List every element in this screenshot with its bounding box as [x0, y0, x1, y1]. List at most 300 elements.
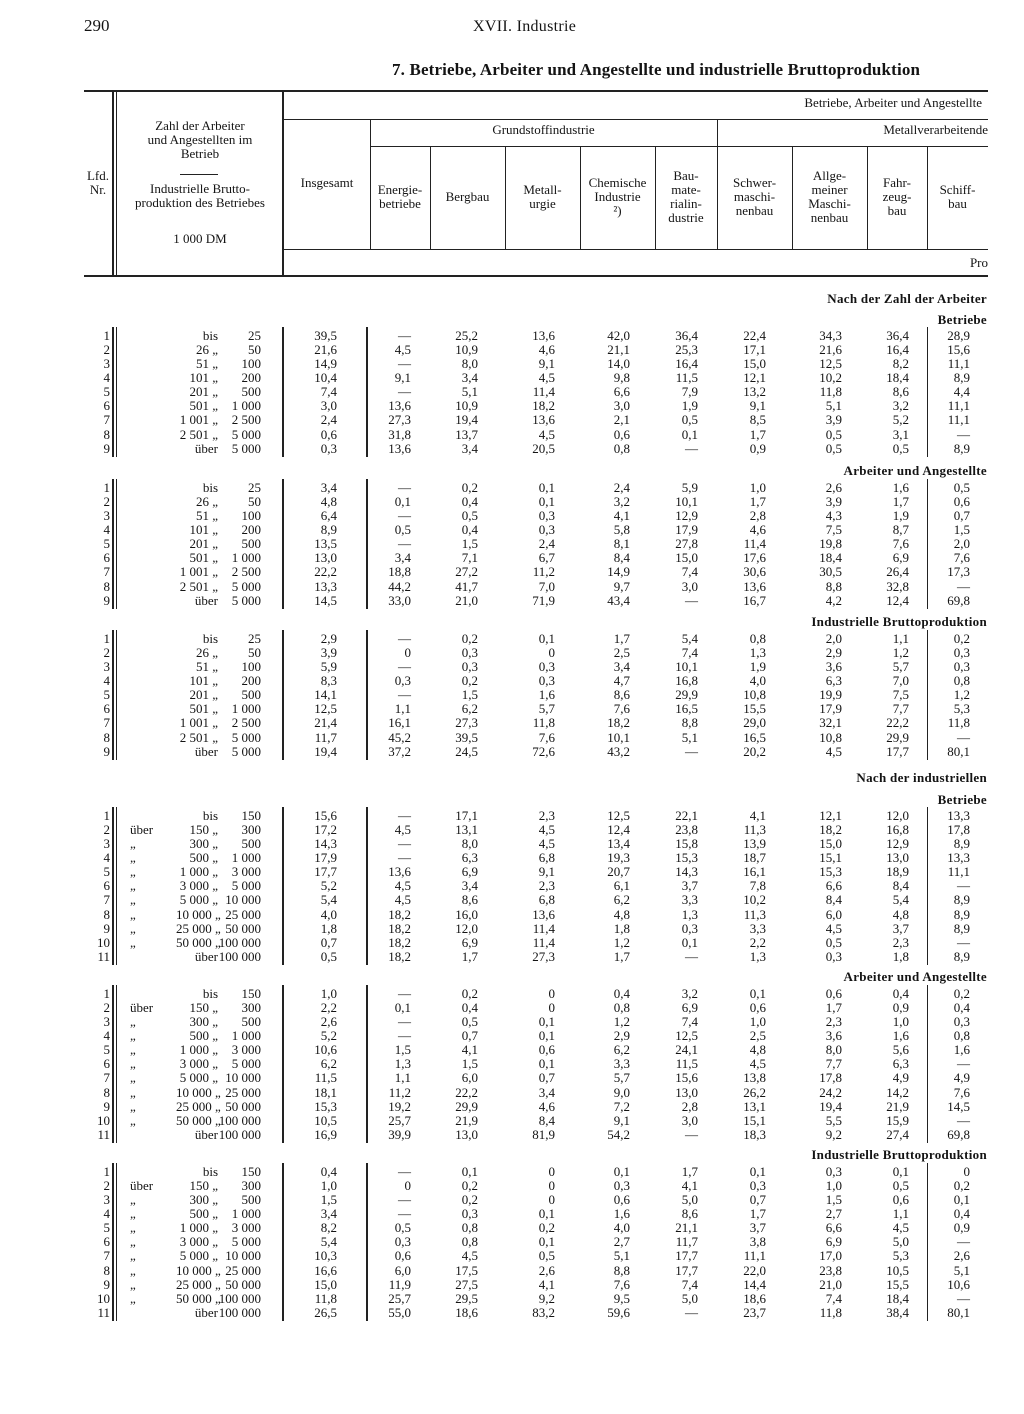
- data-cell: 8,4: [538, 1112, 555, 1128]
- table-row: [84, 688, 988, 702]
- size-class-to: 2 500: [231, 564, 261, 580]
- data-cell: 21,9: [455, 1112, 478, 1128]
- size-class-to: 500: [241, 687, 261, 703]
- data-cell: 0: [548, 1192, 555, 1208]
- data-cell: 15,0: [675, 550, 698, 566]
- data-cell: 0,1: [681, 934, 698, 950]
- data-cell: 0,5: [825, 934, 842, 950]
- data-cell: 13,0: [314, 550, 337, 566]
- data-cell: 3,4: [394, 550, 411, 566]
- data-cell: 11,8: [819, 1304, 842, 1320]
- data-cell: 8,9: [953, 370, 970, 386]
- data-cell: 22,1: [675, 808, 698, 823]
- data-cell: 18,2: [388, 948, 411, 964]
- data-cell: 0,6: [749, 1000, 766, 1016]
- size-class-prefix: „: [130, 1290, 136, 1306]
- data-cell: 5,9: [681, 480, 698, 495]
- total-header-line: Insgesamt: [300, 175, 354, 190]
- size-class-to: 5 000: [231, 426, 261, 442]
- table-row: [84, 745, 988, 759]
- data-cell: 0,9: [953, 1220, 970, 1236]
- size-class-from: 51 „: [195, 356, 218, 372]
- top-group-header: Betriebe, Arbeiter und Angestellte: [804, 95, 982, 110]
- size-class-to: 50: [248, 494, 261, 510]
- table-row: [84, 1114, 988, 1128]
- data-cell: 0,8: [749, 631, 766, 646]
- data-cell: 9,7: [613, 578, 630, 594]
- data-cell: 7,4: [681, 645, 698, 661]
- column-header-line: Metall-: [523, 182, 562, 197]
- data-cell: 15,9: [886, 1112, 909, 1128]
- data-cell: 2,6: [825, 480, 842, 495]
- data-cell: 9,1: [538, 356, 555, 372]
- data-cell: 4,3: [825, 508, 842, 524]
- column-header-line: betriebe: [379, 196, 421, 211]
- data-cell: 0,7: [538, 1070, 555, 1086]
- data-cell: 0,1: [892, 1164, 909, 1179]
- data-cell: 0,1: [538, 1014, 555, 1030]
- data-cell: 12,9: [886, 836, 909, 852]
- column-header: [867, 176, 927, 218]
- size-class-to: 50: [248, 645, 261, 661]
- gross-production-header-line: produktion des Betriebes: [135, 195, 265, 210]
- data-cell: 19,9: [819, 687, 842, 703]
- column-header-line: dustrie: [668, 210, 704, 225]
- size-class-to: 300: [241, 1178, 261, 1194]
- data-cell: 27,5: [455, 1276, 478, 1292]
- block-subheading: Betriebe: [937, 312, 987, 327]
- column-header: [430, 190, 505, 204]
- data-cell: 25,7: [388, 1290, 411, 1306]
- size-class-prefix: „: [130, 920, 136, 936]
- data-cell: 13,6: [388, 864, 411, 880]
- row-number: 5: [103, 1220, 110, 1236]
- data-cell: 13,5: [314, 536, 337, 552]
- data-cell: 9,5: [613, 1290, 630, 1306]
- size-class-to: 10 000: [225, 892, 261, 908]
- size-class-to: 2 500: [231, 412, 261, 428]
- size-class-from: 201 „: [189, 536, 218, 552]
- data-cell: 38,4: [886, 1304, 909, 1320]
- data-cell: 18,6: [455, 1304, 478, 1320]
- row-number: 3: [103, 1014, 110, 1030]
- size-class-to: 10 000: [225, 1248, 261, 1264]
- data-cell: 5,0: [681, 1290, 698, 1306]
- size-class-prefix: über: [130, 1178, 154, 1194]
- size-class-to: 150: [241, 986, 261, 1001]
- data-cell: 0,3: [320, 440, 337, 456]
- data-cell: 7,6: [538, 729, 555, 745]
- data-cell: 16,8: [886, 822, 909, 838]
- data-cell: 36,4: [675, 328, 698, 343]
- data-cell: 6,9: [681, 1000, 698, 1016]
- data-cell: 13,2: [743, 384, 766, 400]
- data-cell: 23,7: [743, 1304, 766, 1320]
- rule-vertical: [112, 90, 114, 275]
- size-class-to: 150: [241, 808, 261, 823]
- data-cell: 10,1: [607, 729, 630, 745]
- data-cell: 3,4: [538, 1084, 555, 1100]
- data-cell: 1,0: [749, 480, 766, 495]
- data-cell: 10,3: [314, 1248, 337, 1264]
- data-cell: 0,3: [461, 645, 478, 661]
- data-cell: 17,8: [819, 1070, 842, 1086]
- size-class-prefix: „: [130, 1206, 136, 1222]
- data-cell: 1,9: [892, 508, 909, 524]
- data-cell: 0,6: [953, 494, 970, 510]
- size-class-from: 1 001 „: [179, 412, 218, 428]
- size-class-from: 5 000 „: [179, 1248, 218, 1264]
- column-header-line: Allge-: [812, 168, 847, 183]
- data-cell: 13,6: [388, 398, 411, 414]
- size-class-header-line: und Angestellten im: [147, 132, 253, 147]
- row-number: 8: [103, 1262, 110, 1278]
- data-cell: 0,6: [394, 1248, 411, 1264]
- data-cell: 0,5: [825, 426, 842, 442]
- data-cell: 0,5: [461, 1014, 478, 1030]
- data-cell: 72,6: [532, 743, 555, 759]
- data-cell: 1,7: [613, 631, 630, 646]
- data-cell: 1,0: [892, 1014, 909, 1030]
- data-cell: 0,2: [953, 986, 970, 1001]
- data-cell: 0,2: [953, 631, 970, 646]
- row-number: 10: [97, 1112, 110, 1128]
- table-row: [84, 908, 988, 922]
- data-cell: 0,7: [320, 934, 337, 950]
- size-class-prefix: „: [130, 1014, 136, 1030]
- data-cell: 25,7: [388, 1112, 411, 1128]
- row-number: 4: [103, 850, 110, 866]
- data-cell: 8,5: [749, 412, 766, 428]
- data-cell: 0,4: [892, 986, 909, 1001]
- size-class-to: 50 000: [225, 1098, 261, 1114]
- data-cell: 17,7: [675, 1248, 698, 1264]
- size-class-from: bis: [202, 986, 218, 1001]
- data-cell: 0,1: [394, 494, 411, 510]
- size-class-to: 3 000: [231, 1042, 261, 1058]
- size-class-from: 300 „: [189, 836, 218, 852]
- data-cell: 21,4: [314, 715, 337, 731]
- data-cell: 15,6: [675, 1070, 698, 1086]
- data-cell: 81,9: [532, 1126, 555, 1142]
- size-class-to: 100 000: [218, 1290, 261, 1306]
- data-cell: 2,1: [613, 412, 630, 428]
- data-cell: 0,3: [825, 1164, 842, 1179]
- column-header-line: Fahr-: [883, 175, 911, 190]
- data-cell: —: [398, 850, 411, 866]
- data-cell: 0,5: [461, 508, 478, 524]
- data-cell: 4,1: [613, 508, 630, 524]
- data-cell: 7,4: [825, 1290, 842, 1306]
- data-cell: 13,0: [675, 1084, 698, 1100]
- data-cell: 1,7: [825, 1000, 842, 1016]
- data-cell: 4,5: [394, 822, 411, 838]
- size-class-from: 1 001 „: [179, 715, 218, 731]
- data-cell: 21,0: [455, 592, 478, 608]
- size-class-from: 150 „: [189, 1178, 218, 1194]
- column-header-line: Schiff-: [939, 182, 976, 197]
- data-cell: 15,6: [314, 808, 337, 823]
- data-cell: 32,8: [886, 578, 909, 594]
- data-cell: 1,6: [953, 1042, 970, 1058]
- data-cell: 0,6: [613, 1192, 630, 1208]
- column-header-line: Schwer-: [732, 175, 777, 190]
- data-cell: 12,1: [819, 808, 842, 823]
- size-class-from: 1 000 „: [179, 1220, 218, 1236]
- row-number: 1: [103, 986, 110, 1001]
- data-cell: 5,1: [825, 398, 842, 414]
- data-cell: 2,6: [538, 1262, 555, 1278]
- data-cell: 4,5: [538, 426, 555, 442]
- size-class-to: 1 000: [231, 550, 261, 566]
- row-number: 7: [103, 412, 110, 428]
- row-number: 8: [103, 426, 110, 442]
- table-row: [84, 1165, 988, 1179]
- data-cell: 15,0: [743, 356, 766, 372]
- data-cell: 12,4: [607, 822, 630, 838]
- data-cell: 15,5: [886, 1276, 909, 1292]
- data-cell: 17,9: [314, 850, 337, 866]
- size-class-from: 101 „: [189, 370, 218, 386]
- data-cell: 0,9: [892, 1000, 909, 1016]
- data-cell: 11,4: [532, 934, 555, 950]
- data-cell: 0,5: [681, 412, 698, 428]
- data-cell: 5,2: [320, 878, 337, 894]
- data-cell: 11,7: [675, 1234, 698, 1250]
- table-title: 7. Betriebe, Arbeiter und Angestellte und industrielle Bruttoproduktion: [392, 60, 921, 79]
- data-cell: 16,8: [675, 673, 698, 689]
- data-cell: 0,1: [749, 986, 766, 1001]
- group-basic-industry-line: Grundstoffindustrie: [492, 122, 595, 137]
- table-row: [84, 1057, 988, 1071]
- data-cell: 21,9: [886, 1098, 909, 1114]
- data-cell: 55,0: [388, 1304, 411, 1320]
- size-class-from: bis: [202, 480, 218, 495]
- data-cell: 9,2: [538, 1290, 555, 1306]
- data-cell: 16,4: [886, 342, 909, 358]
- data-cell: 3,0: [320, 398, 337, 414]
- size-class-from: 500 „: [189, 1028, 218, 1044]
- data-cell: 12,0: [886, 808, 909, 823]
- lfd-nr-header-line: Nr.: [89, 182, 107, 197]
- data-cell: 15,3: [819, 864, 842, 880]
- size-class-from: über: [194, 592, 218, 608]
- data-cell: 8,4: [613, 550, 630, 566]
- size-class-to: 5 000: [231, 1234, 261, 1250]
- size-class-from: 26 „: [195, 494, 218, 510]
- size-class-from: 500 „: [189, 850, 218, 866]
- data-cell: 17,6: [743, 550, 766, 566]
- data-cell: 15,8: [675, 836, 698, 852]
- data-cell: 3,7: [892, 920, 909, 936]
- data-cell: —: [398, 356, 411, 372]
- size-class-from: 101 „: [189, 522, 218, 538]
- data-cell: 13,3: [314, 578, 337, 594]
- data-cell: 0: [548, 645, 555, 661]
- lfd-nr-header-line: Lfd.: [86, 168, 110, 183]
- data-cell: 4,9: [892, 1070, 909, 1086]
- size-class-to: 25: [248, 328, 261, 343]
- table-row: [84, 551, 988, 565]
- data-cell: 8,8: [825, 578, 842, 594]
- table-row: [84, 523, 988, 537]
- data-cell: 29,9: [886, 729, 909, 745]
- data-cell: 0,2: [461, 673, 478, 689]
- table-row: [84, 1306, 988, 1320]
- row-number: 6: [103, 550, 110, 566]
- data-cell: 3,3: [749, 920, 766, 936]
- data-cell: 7,0: [538, 578, 555, 594]
- data-cell: 29,9: [675, 687, 698, 703]
- row-number: 3: [103, 508, 110, 524]
- size-class-from: 150 „: [189, 1000, 218, 1016]
- data-cell: 0,2: [461, 986, 478, 1001]
- data-cell: 5,1: [953, 1262, 970, 1278]
- data-cell: 19,4: [455, 412, 478, 428]
- row-number: 1: [103, 328, 110, 343]
- column-header-line: bau: [948, 196, 967, 211]
- data-cell: 0,3: [953, 1014, 970, 1030]
- table-row: [84, 442, 988, 456]
- size-class-from: 50 000 „: [176, 1112, 221, 1128]
- data-cell: 8,6: [461, 892, 478, 908]
- data-cell: 1,0: [749, 1014, 766, 1030]
- data-cell: 5,7: [892, 659, 909, 675]
- table-row: [84, 632, 988, 646]
- size-class-to: 10 000: [225, 1070, 261, 1086]
- table-row: [84, 851, 988, 865]
- size-class-prefix: „: [130, 1276, 136, 1292]
- data-cell: 14,5: [314, 592, 337, 608]
- data-cell: 0,8: [461, 1234, 478, 1250]
- data-cell: 0,3: [538, 659, 555, 675]
- data-cell: 3,9: [320, 645, 337, 661]
- data-cell: 6,8: [538, 892, 555, 908]
- data-cell: 4,9: [953, 1070, 970, 1086]
- size-class-prefix: „: [130, 1262, 136, 1278]
- data-cell: 0,1: [953, 1192, 970, 1208]
- row-number: 3: [103, 356, 110, 372]
- data-cell: 23,8: [675, 822, 698, 838]
- data-cell: 17,1: [455, 808, 478, 823]
- data-cell: 0,3: [749, 1178, 766, 1194]
- data-cell: 32,1: [819, 715, 842, 731]
- data-cell: 69,8: [947, 592, 970, 608]
- data-cell: 18,2: [607, 715, 630, 731]
- table-row: [84, 987, 988, 1001]
- size-class-from: 3 000 „: [179, 878, 218, 894]
- size-class-to: 100 000: [218, 1112, 261, 1128]
- data-cell: 4,5: [538, 822, 555, 838]
- data-cell: 43,4: [607, 592, 630, 608]
- data-cell: —: [398, 659, 411, 675]
- data-cell: 3,4: [461, 878, 478, 894]
- data-cell: 22,0: [743, 1262, 766, 1278]
- data-cell: —: [398, 384, 411, 400]
- data-cell: 3,3: [613, 1056, 630, 1072]
- size-class-header: [118, 119, 282, 161]
- column-header: [580, 176, 655, 218]
- row-number: 6: [103, 1056, 110, 1072]
- data-cell: 0,1: [681, 426, 698, 442]
- data-cell: 8,8: [681, 715, 698, 731]
- data-cell: 7,6: [953, 1084, 970, 1100]
- size-class-to: 3 000: [231, 1220, 261, 1236]
- row-number: 7: [103, 1070, 110, 1086]
- data-cell: 29,0: [743, 715, 766, 731]
- size-class-prefix: „: [130, 934, 136, 950]
- data-cell: 9,1: [749, 398, 766, 414]
- size-class-prefix: „: [130, 1220, 136, 1236]
- data-cell: 11,2: [388, 1084, 411, 1100]
- data-cell: 0: [404, 645, 411, 661]
- size-class-from: 25 000 „: [176, 920, 221, 936]
- column-header: [927, 183, 988, 211]
- data-cell: 25,2: [455, 328, 478, 343]
- data-cell: 0: [963, 1164, 970, 1179]
- row-number: 2: [103, 342, 110, 358]
- data-cell: —: [398, 536, 411, 552]
- data-cell: 29,9: [455, 1098, 478, 1114]
- data-cell: 2,4: [320, 412, 337, 428]
- row-number: 7: [103, 715, 110, 731]
- data-cell: 13,9: [743, 836, 766, 852]
- data-cell: 0,3: [461, 1206, 478, 1222]
- data-cell: 4,6: [538, 342, 555, 358]
- data-cell: —: [957, 1234, 970, 1250]
- size-class-to: 5 000: [231, 578, 261, 594]
- data-cell: 7,4: [681, 1014, 698, 1030]
- data-cell: 6,3: [461, 850, 478, 866]
- data-cell: 18,8: [388, 564, 411, 580]
- data-cell: 11,1: [947, 412, 970, 428]
- size-class-to: 5 000: [231, 878, 261, 894]
- data-cell: 1,3: [394, 1056, 411, 1072]
- table-row: [84, 357, 988, 371]
- data-cell: 24,5: [455, 743, 478, 759]
- data-cell: 0,8: [953, 1028, 970, 1044]
- size-class-to: 100 000: [218, 934, 261, 950]
- data-cell: 16,5: [675, 701, 698, 717]
- data-cell: 0,5: [892, 440, 909, 456]
- table-row: [84, 1179, 988, 1193]
- data-cell: 17,7: [675, 1262, 698, 1278]
- data-cell: 17,7: [886, 743, 909, 759]
- data-cell: 6,2: [613, 1042, 630, 1058]
- data-cell: 1,1: [394, 1070, 411, 1086]
- data-cell: —: [685, 743, 698, 759]
- data-cell: 17,5: [455, 1262, 478, 1278]
- data-cell: 1,7: [681, 1164, 698, 1179]
- size-class-from: 10 000 „: [176, 1262, 221, 1278]
- row-number: 1: [103, 808, 110, 823]
- size-class-to: 50: [248, 342, 261, 358]
- row-number: 9: [103, 1276, 110, 1292]
- data-cell: 1,5: [953, 522, 970, 538]
- table-row: [84, 865, 988, 879]
- size-class-to: 50 000: [225, 920, 261, 936]
- row-number: 4: [103, 1206, 110, 1222]
- row-number: 8: [103, 729, 110, 745]
- data-cell: 14,2: [886, 1084, 909, 1100]
- column-header-line: meiner: [811, 182, 848, 197]
- data-cell: 1,1: [892, 631, 909, 646]
- data-cell: 10,1: [675, 494, 698, 510]
- size-class-to: 200: [241, 522, 261, 538]
- size-class-to: 25 000: [225, 906, 261, 922]
- data-cell: 30,5: [819, 564, 842, 580]
- data-cell: 18,2: [388, 934, 411, 950]
